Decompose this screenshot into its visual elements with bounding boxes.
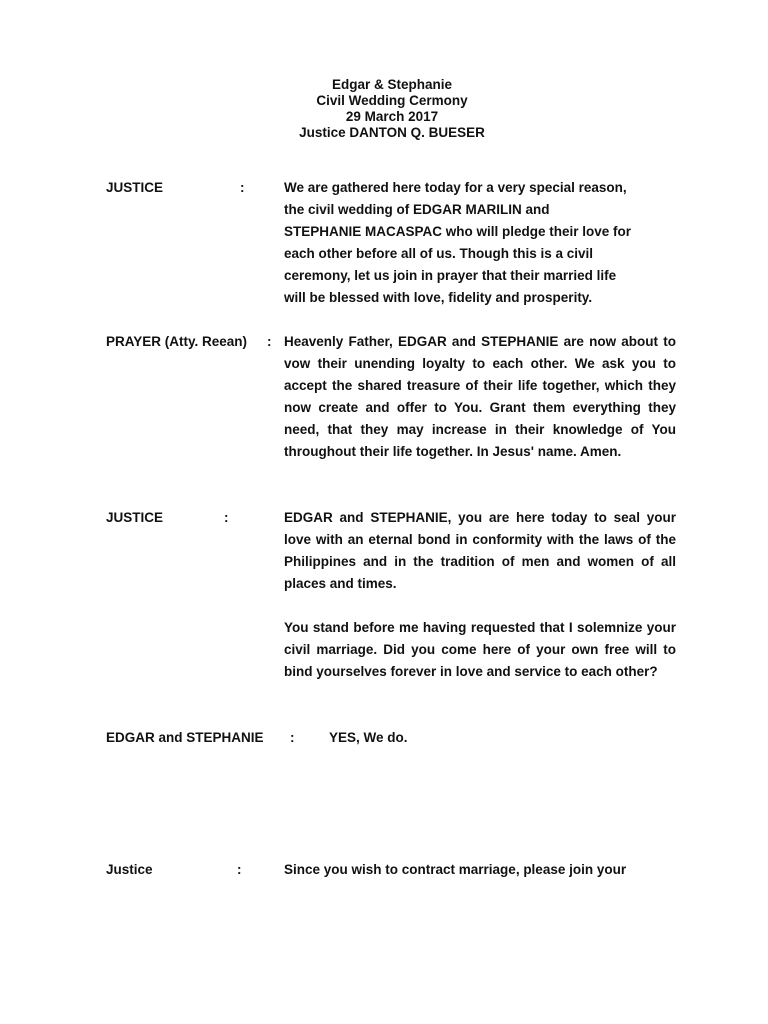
speech-paragraph: EDGAR and STEPHANIE, you are here today to seal your love with an eternal bond in conformity with the laws of the Philippines and in the tradition of men and women of all places and times. bbox=[284, 510, 676, 591]
speech-text bbox=[284, 507, 676, 683]
speech-line: ceremony, let us join in prayer that their married life bbox=[284, 268, 617, 283]
speaker-label: JUSTICE bbox=[106, 510, 164, 525]
speech-line: the civil wedding of EDGAR MARILIN and bbox=[284, 202, 550, 217]
response-text: YES, We do. bbox=[329, 730, 408, 745]
speaker-label: PRAYER (Atty. Reean) bbox=[106, 334, 248, 349]
speaker-label: Justice bbox=[106, 862, 153, 877]
speech-line: each other before all of us. Though this is a civil bbox=[284, 246, 594, 261]
speaker-label: EDGAR and STEPHANIE bbox=[106, 730, 264, 745]
speaker-colon: : bbox=[224, 510, 229, 525]
header-ceremony-title: Civil Wedding Cermony bbox=[316, 93, 468, 108]
speech-line: STEPHANIE MACASPAC who will pledge their love for bbox=[284, 224, 632, 239]
header-date: 29 March 2017 bbox=[345, 109, 439, 124]
speech-line: will be blessed with love, fidelity and prosperity. bbox=[284, 290, 593, 305]
speaker-colon: : bbox=[290, 730, 295, 745]
speaker-colon: : bbox=[267, 334, 272, 349]
header-officiant: Justice DANTON Q. BUESER bbox=[299, 125, 485, 140]
header-couple-names: Edgar & Stephanie bbox=[331, 77, 453, 92]
speech-line: We are gathered here today for a very special reason, bbox=[284, 180, 627, 195]
speaker-label: JUSTICE bbox=[106, 180, 164, 195]
speech-text: Heavenly Father, EDGAR and STEPHANIE are now about to vow their unending loyalty to each other. We ask you to accept the shared treasure of their life together, which they now create and offer to You. Grant them everything they need, that they may increase in their knowledge of You throughout their life together. In Jesus' name. Amen. bbox=[284, 334, 676, 459]
document-header bbox=[0, 77, 768, 141]
speaker-colon: : bbox=[237, 862, 242, 877]
speech-text bbox=[284, 177, 676, 309]
speech-text: Since you wish to contract marriage, please join your bbox=[284, 862, 627, 877]
speech-paragraph: You stand before me having requested that I solemnize your civil marriage. Did you come here of your own free will to bind yourselves forever in love and service to each other? bbox=[284, 620, 676, 679]
speaker-colon: : bbox=[240, 180, 245, 195]
